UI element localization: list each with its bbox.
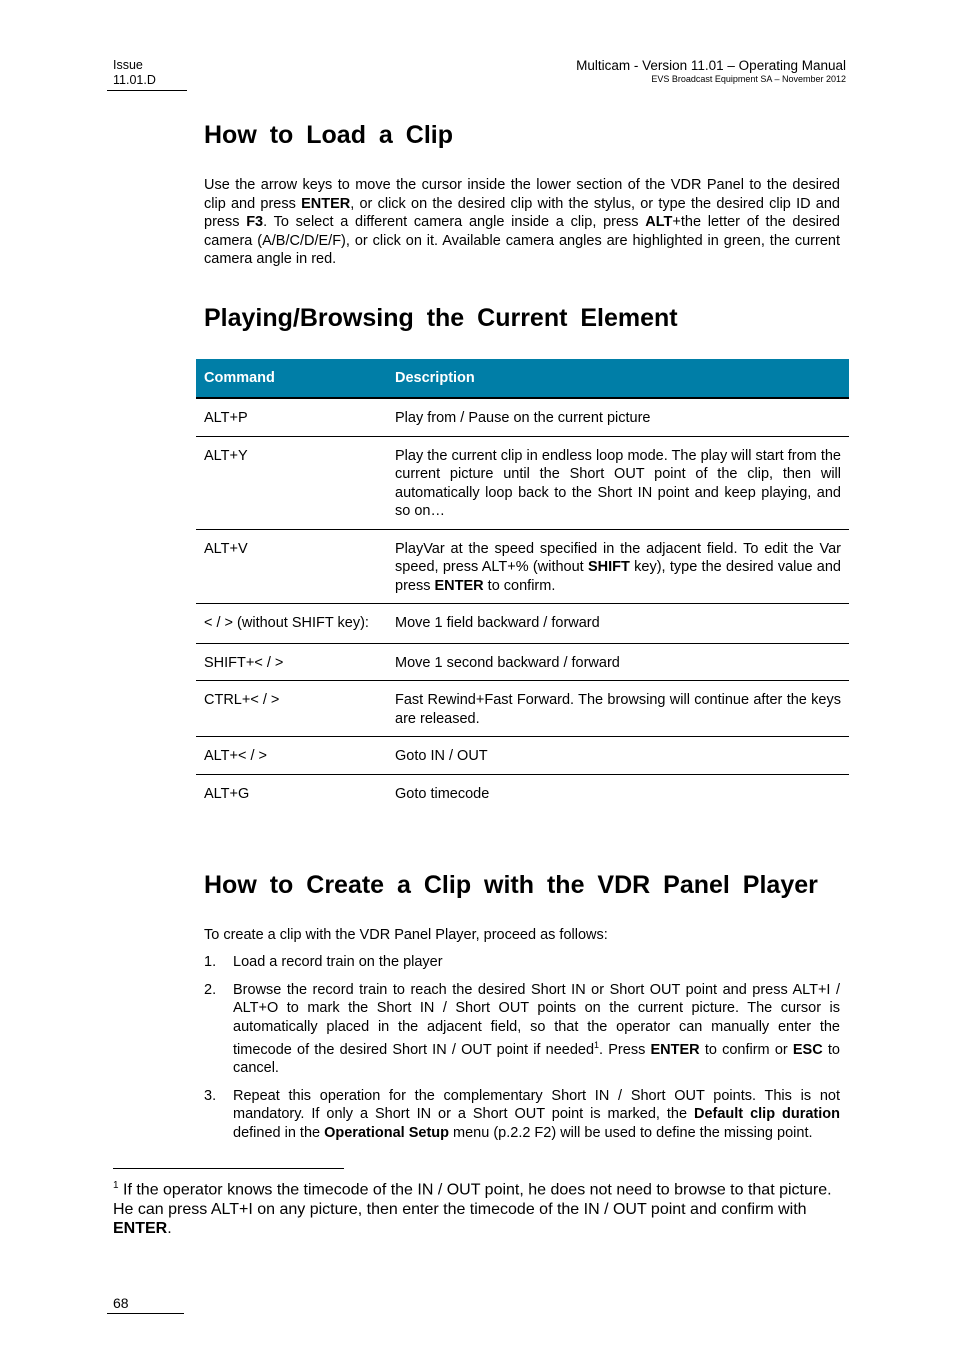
text: . Press bbox=[599, 1041, 651, 1058]
menu-operational-setup: Operational Setup bbox=[324, 1124, 449, 1141]
description-cell bbox=[387, 529, 849, 604]
issue-block bbox=[113, 58, 156, 88]
command-cell: ALT+G bbox=[204, 785, 250, 802]
issue-label: Issue bbox=[113, 58, 143, 72]
text: key), type the desired value and press bbox=[395, 559, 841, 594]
key-shift: SHIFT bbox=[587, 559, 630, 575]
list-item bbox=[204, 953, 840, 972]
text: defined in the bbox=[233, 1124, 325, 1141]
key-enter: ENTER bbox=[113, 1220, 168, 1238]
text: . bbox=[167, 1220, 172, 1238]
document-title: Multicam - Version 11.01 – Operating Manual bbox=[576, 58, 846, 73]
step-number: 3. bbox=[204, 1087, 217, 1104]
description-cell: Goto timecode bbox=[395, 785, 490, 802]
table-row bbox=[196, 774, 849, 811]
step-number: 1. bbox=[204, 954, 217, 970]
text: +the letter of the desired camera (A/B/C/D/E/F), or click on it. Available camera angles are highlighted in green, the current camera angle in red. bbox=[204, 214, 840, 267]
command-cell: ALT+< / > bbox=[196, 737, 387, 775]
footnote-text: If the operator knows the timecode of the IN / OUT point, he does not need to browse to that picture. He can press ALT+I on any picture, then enter the timecode of the IN / OUT point and confirm with bbox=[113, 1181, 832, 1218]
table-header-row bbox=[196, 359, 849, 398]
list-item bbox=[204, 1087, 840, 1143]
table-row bbox=[196, 436, 849, 529]
document-subtitle: EVS Broadcast Equipment SA – November 2012 bbox=[651, 74, 846, 84]
step-text: Repeat this operation for the complementary Short IN / Short OUT points. This is not mandatory. If only a Short IN or a Short OUT point is marked, the bbox=[233, 1087, 840, 1123]
column-header-description: Description bbox=[387, 359, 849, 398]
text: menu (p.2.2 F2) will be used to define the missing point. bbox=[449, 1124, 813, 1141]
footer-rule bbox=[107, 1313, 184, 1314]
footnote-reference[interactable]: 1 bbox=[594, 1040, 600, 1050]
footnote-rule bbox=[113, 1168, 344, 1169]
issue-number: 11.01.D bbox=[113, 73, 156, 87]
description-cell: Fast Rewind+Fast Forward. The browsing will continue after the keys are released. bbox=[387, 681, 849, 737]
command-cell: ALT+P bbox=[196, 398, 387, 436]
section-heading-load-clip: How to Load a Clip bbox=[204, 121, 453, 149]
table-row bbox=[196, 737, 849, 775]
description-cell: Move 1 second backward / forward bbox=[387, 643, 849, 681]
section-heading-playing-browsing: Playing/Browsing the Current Element bbox=[204, 304, 678, 332]
setting-default-clip-duration: Default clip duration bbox=[693, 1106, 840, 1123]
load-clip-paragraph bbox=[204, 176, 840, 269]
description-cell: Move 1 field backward / forward bbox=[387, 604, 849, 644]
text: to confirm or bbox=[699, 1041, 793, 1058]
command-cell: CTRL+< / > bbox=[196, 681, 387, 737]
description-cell: Play the current clip in endless loop mode. The play will start from the current picture until the Short OUT point of the clip, then will automatically loop back to the Short IN point and keep playing, and so on… bbox=[387, 436, 849, 529]
key-esc: ESC bbox=[792, 1041, 823, 1058]
table-row bbox=[196, 398, 849, 436]
list-item bbox=[204, 981, 840, 1078]
text: . To select a different camera angle inside a clip, press bbox=[263, 214, 646, 230]
command-cell: < / > (without SHIFT key): bbox=[196, 604, 387, 644]
text: to cancel. bbox=[233, 1041, 840, 1077]
table-row bbox=[196, 529, 849, 604]
text: to confirm. bbox=[483, 577, 556, 594]
key-f3: F3 bbox=[246, 214, 264, 230]
footnote bbox=[113, 1176, 833, 1239]
step-text: Browse the record train to reach the desired Short IN or Short OUT point and press ALT+I / ALT+O to mark the Short IN / Short OUT points on the current picture. The cursor is automatically placed in the adjacent field, so that the operator can manually enter the timecode of the desired Short IN / OUT point if needed bbox=[233, 981, 840, 1058]
key-enter: ENTER bbox=[434, 577, 484, 594]
document-header bbox=[576, 58, 846, 85]
key-alt: ALT bbox=[645, 214, 673, 230]
step-text: Load a record train on the player bbox=[233, 954, 443, 970]
table-row bbox=[196, 681, 849, 737]
command-cell: ALT+V bbox=[196, 529, 387, 604]
table-row bbox=[196, 604, 849, 644]
steps-list bbox=[204, 953, 840, 1151]
step-number: 2. bbox=[204, 981, 217, 998]
command-cell: SHIFT+< / > bbox=[196, 643, 387, 681]
text: PlayVar at the speed specified in the adjacent field. To edit the Var speed, press ALT+% (without bbox=[395, 540, 841, 575]
footnote-mark: 1 bbox=[113, 1180, 119, 1191]
command-cell: ALT+Y bbox=[196, 436, 387, 529]
text: Use the arrow keys to move the cursor inside the lower section of the VDR Panel to the desired clip and press bbox=[204, 177, 840, 212]
key-enter: ENTER bbox=[301, 195, 351, 212]
text: , or click on the desired clip with the stylus, or type the desired clip ID and press bbox=[204, 195, 840, 230]
description-cell: Play from / Pause on the current picture bbox=[387, 398, 849, 436]
key-enter: ENTER bbox=[650, 1041, 700, 1058]
create-clip-intro: To create a clip with the VDR Panel Player, proceed as follows: bbox=[204, 927, 608, 943]
section-heading-create-clip: How to Create a Clip with the VDR Panel Player bbox=[204, 871, 818, 899]
page-number: 68 bbox=[113, 1295, 129, 1311]
command-table bbox=[196, 359, 849, 811]
table-row bbox=[196, 643, 849, 681]
column-header-command: Command bbox=[196, 359, 387, 398]
header-rule bbox=[107, 90, 187, 91]
description-cell: Goto IN / OUT bbox=[387, 737, 849, 775]
